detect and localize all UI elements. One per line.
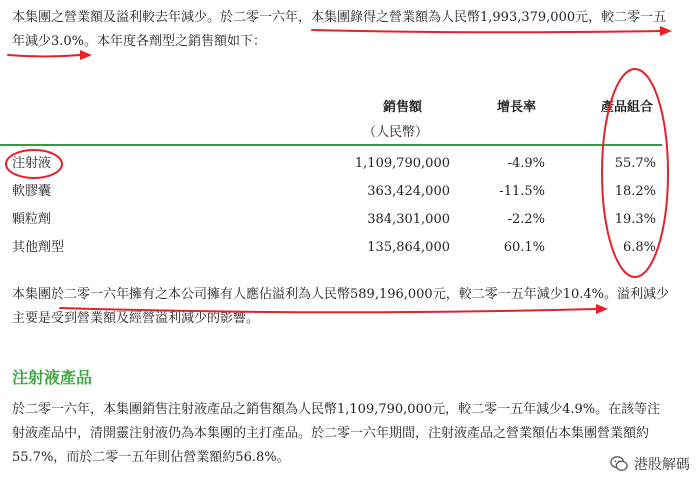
watermark [610,454,690,474]
header-growth: 增長率 [497,100,537,115]
table-row [0,234,700,262]
row-name: 軟膠囊 [12,184,52,199]
row-name: 注射液 [12,156,52,171]
wechat-icon [610,455,628,473]
injection-line-1: 於二零一六年，本集團銷售注射液產品之銷售額為人民幣1,109,790,000元，較二零一五年減少4.9%。在該等注 [12,402,661,417]
intro-line-2: 年減少3.0%。本年度各劑型之銷售額如下： [12,34,267,49]
table-row [0,206,700,234]
row-growth: -2.2% [507,212,545,227]
intro-paragraph [12,6,684,54]
row-sales: 135,864,000 [367,240,450,255]
table-header-rule [0,144,662,146]
row-sales: 1,109,790,000 [354,156,450,171]
row-sales: 384,301,000 [367,212,450,227]
row-mix: 55.7% [614,156,656,171]
header-mix: 產品組合 [601,100,654,115]
row-growth: 60.1% [503,240,545,255]
row-name: 其他劑型 [12,240,65,255]
row-growth: -4.9% [507,156,545,171]
profit-paragraph [12,283,684,331]
header-unit: （人民幣） [363,125,429,140]
injection-paragraph [12,398,684,470]
profit-line-2: 主要是受到營業額及經營溢利減少的影響。 [12,311,260,326]
table-row [0,150,700,178]
intro-line-1: 本集團之營業額及溢利較去年減少。於二零一六年，本集團錄得之營業額為人民幣1,993,379,000元，較二零一五 [12,10,667,25]
row-mix: 6.8% [622,240,656,255]
injection-line-2: 射液產品中，清開靈注射液仍為本集團的主打產品。於二零一六年期間，注射液產品之營業額佔本集團營業額約 [12,426,650,441]
row-mix: 18.2% [614,184,656,199]
section-heading: 注射液產品 [12,368,93,387]
row-name: 顆粒劑 [12,212,52,227]
table-row [0,178,700,206]
underline-decline [8,55,80,57]
watermark-text: 港股解碼 [634,457,690,473]
header-sales: 銷售額 [383,100,423,115]
row-sales: 363,424,000 [367,184,450,199]
profit-line-1: 本集團於二零一六年擁有之本公司擁有人應佔溢利為人民幣589,196,000元，較二零一五年減少10.4%。溢利減少 [12,287,670,302]
injection-line-3: 55.7%，而於二零一五年則佔營業額約56.8%。 [12,450,290,465]
row-mix: 19.3% [614,212,656,227]
row-growth: -11.5% [499,184,545,199]
